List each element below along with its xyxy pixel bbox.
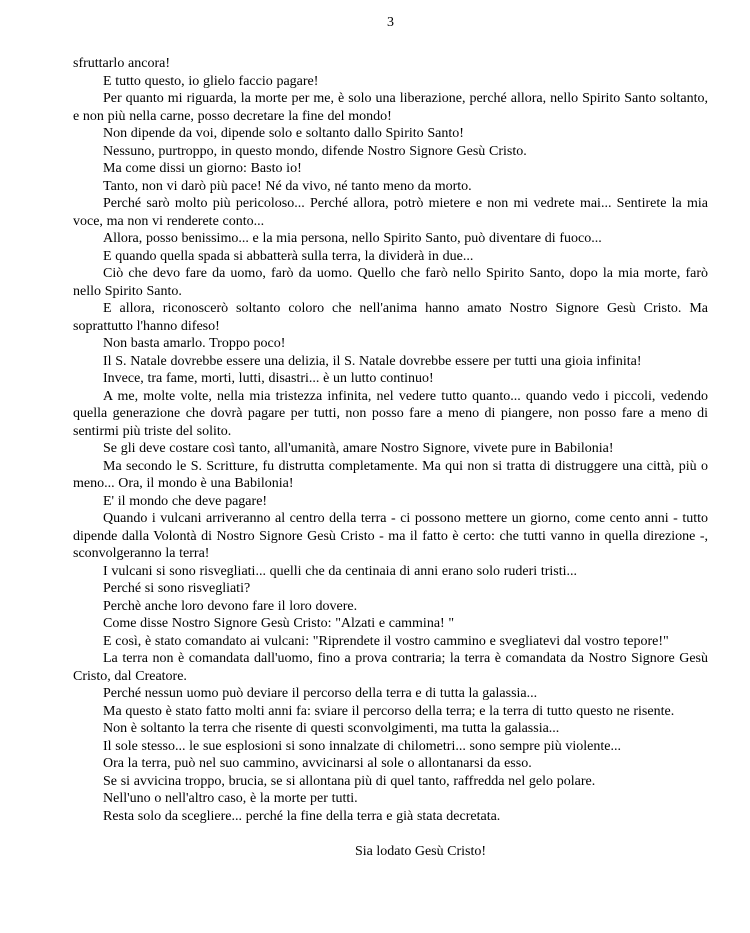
paragraph: Nessuno, purtroppo, in questo mondo, difende Nostro Signore Gesù Cristo. <box>103 143 527 159</box>
paragraph: Per quanto mi riguarda, la morte per me, è solo una liberazione, perché allora, nello Spirito Santo soltanto, e non più nella carne, posso decretare la fine del mondo! <box>73 91 708 124</box>
paragraph: Se si avvicina troppo, brucia, se si allontana più di quel tanto, raffredda nel gelo polare. <box>103 773 596 789</box>
paragraph: La terra non è comandata dall'uomo, fino a prova contraria; la terra è comandata da Nostro Signore Gesù Cristo, dal Creatore. <box>73 651 708 684</box>
paragraph: Perché sarò molto più pericoloso... Perché allora, potrò mietere e non mi vedrete mai... Sentirete la mia voce, ma non vi renderete conto... <box>73 196 708 229</box>
paragraph: Ma secondo le S. Scritture, fu distrutta completamente. Ma qui non si tratta di distruggere una città, più o meno... Ora, il mondo è una Babilonia! <box>73 458 708 491</box>
paragraph: Se gli deve costare così tanto, all'umanità, amare Nostro Signore, vivete pure in Babilonia! <box>103 441 614 456</box>
paragraph: Non basta amarlo. Troppo poco! <box>103 336 286 351</box>
paragraph: E tutto questo, io glielo faccio pagare! <box>103 73 319 89</box>
paragraph: Ciò che devo fare da uomo, farò da uomo. Quello che farò nello Spirito Santo, dopo la mia morte, farò nello Spirito Santo. <box>73 266 708 299</box>
paragraph: Resta solo da scegliere... perché la fine della terra e già stata decretata. <box>103 808 501 824</box>
paragraph: Il sole stesso... le sue esplosioni si sono innalzate di chilometri... sono sempre più violente... <box>103 738 621 754</box>
paragraph: Ma come dissi un giorno: Basto io! <box>103 161 302 176</box>
paragraph: sfruttarlo ancora! <box>73 56 170 71</box>
closing-line: Sia lodato Gesù Cristo! <box>354 843 487 859</box>
paragraph: E' il mondo che deve pagare! <box>103 493 268 509</box>
paragraph: Allora, posso benissimo... e la mia persona, nello Spirito Santo, può diventare di fuoco... <box>103 231 602 246</box>
paragraph: Perché si sono risvegliati? <box>103 581 251 596</box>
document-body <box>73 55 708 860</box>
paragraph: Tanto, non vi darò più pace! Né da vivo, né tanto meno da morto. <box>103 178 472 194</box>
paragraph: Perché nessun uomo può deviare il percorso della terra e di tutta la galassia... <box>103 686 538 701</box>
paragraph: Quando i vulcani arriveranno al centro della terra - ci possono mettere un giorno, come cento anni - tutto dipende dalla Volontà di Nostro Signore Gesù Cristo - ma il fatto è certo: che tutti vanno in quella direzione -, sconvolgeranno la terra! <box>73 511 708 561</box>
paragraph: Ma questo è stato fatto molti anni fa: sviare il percorso della terra; e la terra di tutto questo ne risente. <box>103 703 675 719</box>
paragraph: Non è soltanto la terra che risente di questi sconvolgimenti, ma tutta la galassia... <box>103 721 560 736</box>
paragraph: E allora, riconoscerò soltanto coloro che nell'anima hanno amato Nostro Signore Gesù Cristo. Ma soprattutto l'hanno difeso! <box>73 301 708 334</box>
paragraph: Nell'uno o nell'altro caso, è la morte per tutti. <box>103 791 358 806</box>
page-number: 3 <box>387 15 394 30</box>
paragraph: Come disse Nostro Signore Gesù Cristo: "Alzati e cammina! " <box>103 616 455 631</box>
paragraph: E quando quella spada si abbatterà sulla terra, la dividerà in due... <box>103 248 474 264</box>
paragraph: Non dipende da voi, dipende solo e soltanto dallo Spirito Santo! <box>103 126 464 141</box>
paragraph: Ora la terra, può nel suo cammino, avvicinarsi al sole o allontanarsi da esso. <box>103 756 532 771</box>
paragraph: Invece, tra fame, morti, lutti, disastri... è un lutto continuo! <box>103 371 434 386</box>
paragraph: E così, è stato comandato ai vulcani: "Riprendete il vostro cammino e svegliatevi dal vostro tepore!" <box>103 633 669 649</box>
paragraph: I vulcani si sono risvegliati... quelli che da centinaia di anni erano solo ruderi tristi... <box>103 563 578 579</box>
paragraph: A me, molte volte, nella mia tristezza infinita, nel vedere tutto quanto... quando vedo i piccoli, vedendo quella generazione che dovrà pagare per tutti, non posso fare a meno di piangere, non posso fare a meno di sentirmi più triste del solito. <box>73 388 708 439</box>
paragraph: Perchè anche loro devono fare il loro dovere. <box>103 598 358 614</box>
paragraph: Il S. Natale dovrebbe essere una delizia, il S. Natale dovrebbe essere per tutti una gioia infinita! <box>103 353 642 369</box>
